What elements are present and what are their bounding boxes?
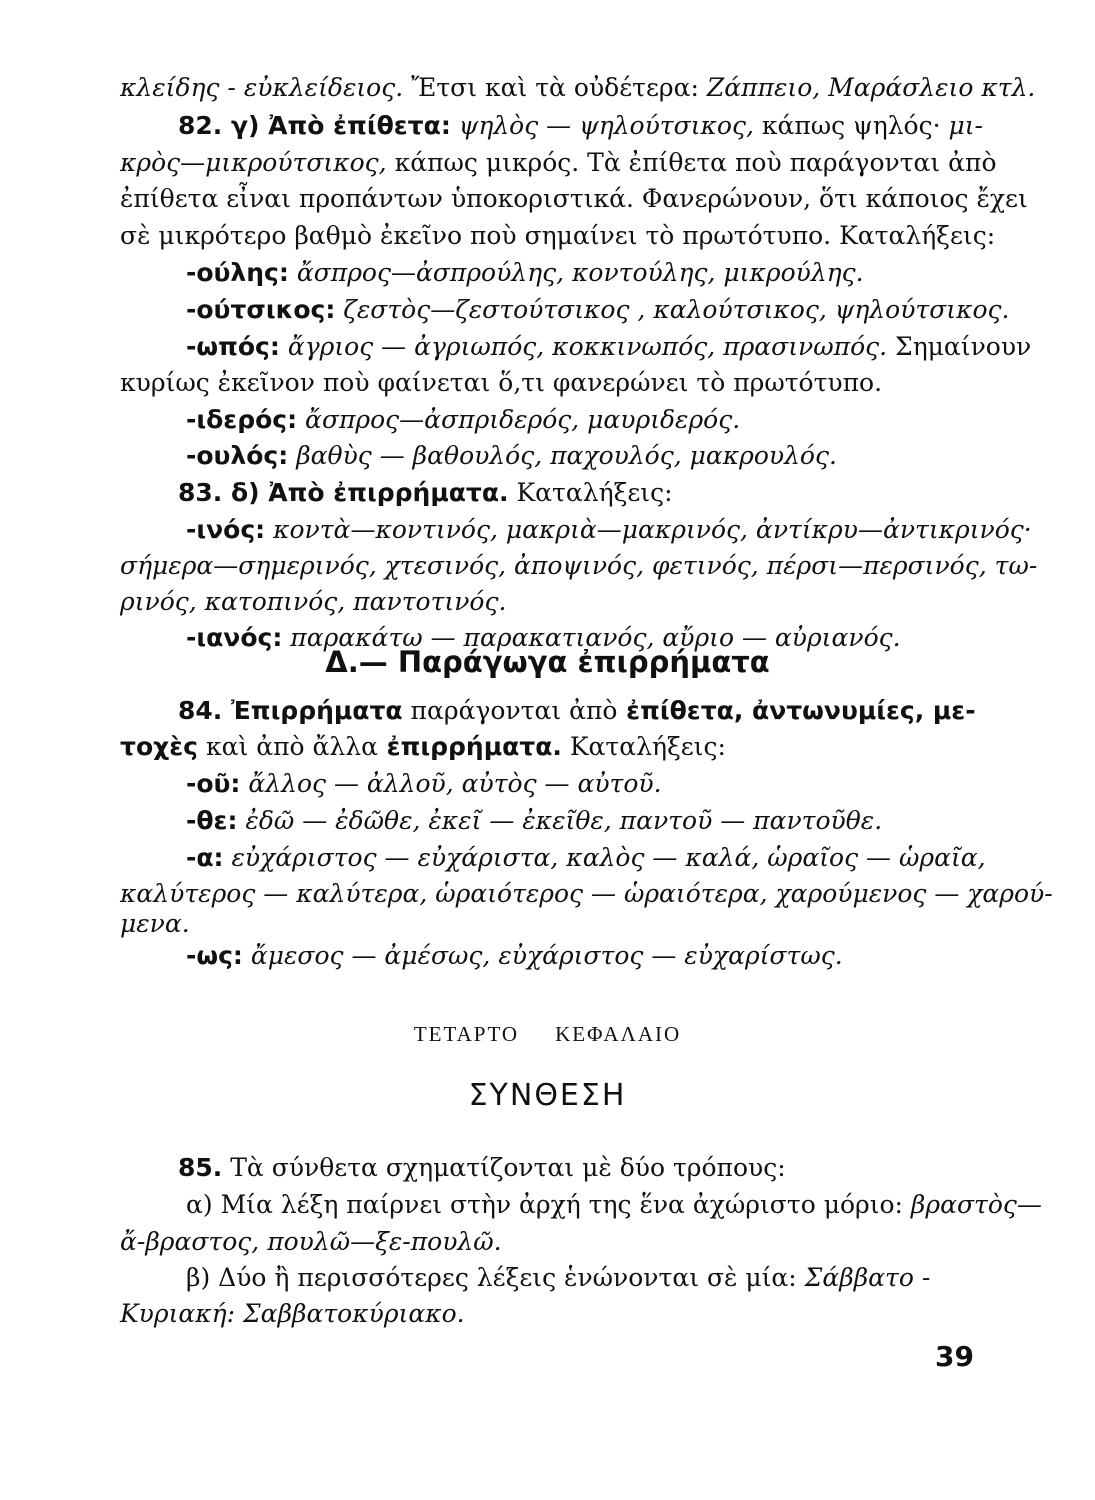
example-text: κοντὰ—κοντινός, μακριὰ—μακρινός, ἀντίκρυ—ἀντικρινός· <box>265 515 1032 544</box>
suffix-label: -ουλός: <box>186 441 289 470</box>
text-line <box>120 1226 980 1258</box>
example-text: ἄλλος — ἀλλοῦ, αὐτὸς — αὐτοῦ. <box>240 769 662 798</box>
text-line <box>120 72 1036 104</box>
section-heading: δ) Ἀπὸ ἐπιρρήματα. <box>222 478 509 507</box>
text-line <box>120 1298 980 1330</box>
section-83-heading <box>178 477 978 509</box>
example-text: μενα. <box>120 909 190 938</box>
example-text: κρὸς—μικρούτσικος, <box>120 148 387 177</box>
suffix-label: -ούλης: <box>186 258 289 287</box>
body-text: Καταλήξεις: <box>508 478 673 507</box>
suffix-label: -θε: <box>186 806 238 835</box>
section-84-heading <box>178 695 978 727</box>
body-text: παράγονται ἀπὸ <box>402 696 618 725</box>
body-text: α) Μία λέξη παίρνει στὴν ἀρχή της ἕνα ἀχώριστο μόριο: <box>186 1190 903 1219</box>
example-text: ἄ-βραστος, πουλῶ—ξε-πουλῶ. <box>120 1227 502 1256</box>
example-text: ἄσπρος—ἀσπριδερός, μαυριδερός. <box>297 405 741 434</box>
suffix-entry <box>186 294 1010 326</box>
example-text: ψηλὸς — ψηλούτσικος, <box>450 111 754 140</box>
body-text: Ἔτσι καὶ τὰ οὐδέτερα: <box>403 73 707 102</box>
body-text: κάπως ψηλός· <box>753 111 941 140</box>
suffix-label: -οῦ: <box>186 769 241 798</box>
body-text: ἐπίθετα εἶναι προπάντων ὑποκοριστικά. Φανερώνουν, ὅτι κάποιος ἔχει <box>120 184 1028 213</box>
example-text: βραστὸς— <box>902 1190 1042 1219</box>
example-text: μι- <box>940 111 984 140</box>
text-line <box>186 1189 1042 1221</box>
example-text: ἄγριος — ἀγριωπός, κοκκινωπός, πρασινωπός. <box>279 332 888 361</box>
chapter-word: ΚΕΦΑΛΑΙΟ <box>555 1022 682 1046</box>
example-text: ἄσπρος—ἀσπρούλης, κοντούλης, μικρούλης. <box>288 258 864 287</box>
section-number: 83. <box>178 478 223 507</box>
suffix-entry <box>186 514 1032 546</box>
example-text: Ζάππειο, Μαράσλειο κτλ. <box>706 73 1036 102</box>
suffix-entry <box>186 940 976 972</box>
suffix-entry <box>186 842 986 874</box>
suffix-entry <box>186 331 1032 363</box>
example-text: Κυριακή: <box>120 1299 236 1328</box>
example-text: ζεστὸς—ζεστούτσικος , καλούτσικος, ψηλούτσικος. <box>335 295 1010 324</box>
term-bold: ἐπίθετα, ἀντωνυμίες, με- <box>617 696 976 725</box>
suffix-label: -ινός: <box>186 515 266 544</box>
section-heading: γ) Ἀπὸ ἐπίθετα: <box>222 111 451 140</box>
body-text: καὶ ἀπὸ ἄλλα <box>198 732 378 761</box>
suffix-label: -ούτσικος: <box>186 295 336 324</box>
body-text: Τὰ σύνθετα σχηματίζονται μὲ δύο τρόπους: <box>222 1153 786 1182</box>
suffix-entry <box>186 768 976 800</box>
text-line <box>120 550 1038 582</box>
term-bold: τοχὲς <box>120 732 198 761</box>
page-number: 39 <box>935 1340 974 1373</box>
example-text: ἐδῶ — ἐδῶθε, ἐκεῖ — ἐκεῖθε, παντοῦ — παντοῦθε. <box>237 806 883 835</box>
example-text: Σαββατοκύριακο. <box>235 1299 465 1328</box>
text-line <box>120 908 980 940</box>
example-text: βαθὺς — βαθουλός, παχουλός, μακρουλός. <box>288 441 837 470</box>
example-text: σήμερα—σημερινός, χτεσινός, ἀποψινός, φετινός, πέρσι—περσινός, τω- <box>120 551 1038 580</box>
chapter-title: ΣΥΝΘΕΣΗ <box>468 1078 627 1113</box>
suffix-label: -ως: <box>186 941 243 970</box>
suffix-entry <box>186 805 976 837</box>
example-text: ρινός, κατοπινός, παντοτινός. <box>120 587 507 616</box>
example-text: κλείδης - εὐκλείδειος. <box>120 73 404 102</box>
section-number: 85. <box>178 1153 223 1182</box>
example-text: παρακάτω — παρακατιανός, αὔριο — αὐριανός. <box>282 623 901 652</box>
suffix-label: -ιδερός: <box>186 405 298 434</box>
suffix-entry <box>186 404 976 436</box>
section-number: 82. <box>178 111 223 140</box>
body-text: Καταλήξεις: <box>561 732 726 761</box>
example-text: καλύτερος — καλύτερα, ὡραιότερος — ὡραιότερα, χαρούμενος — χαρού- <box>120 879 1053 908</box>
text-line <box>120 731 980 763</box>
body-text: κυρίως ἐκεῖνον ποὺ φαίνεται ὅ,τι φανερώνει τὸ πρωτότυπο. <box>120 368 883 397</box>
chapter-word: ΤΕΤΑΡΤΟ <box>413 1022 520 1046</box>
body-text: κάπως μικρός. Τὰ ἐπίθετα ποὺ παράγονται ἀπὸ <box>386 148 997 177</box>
text-line <box>120 878 1053 910</box>
text-line <box>186 1262 976 1294</box>
suffix-label: -α: <box>186 843 224 872</box>
text-line <box>120 586 980 618</box>
section-title: Δ.— Παράγωγα ἐπιρρήματα <box>325 645 770 679</box>
section-82-heading <box>178 110 984 142</box>
section-85-heading <box>178 1152 978 1184</box>
chapter-heading <box>0 1022 1095 1047</box>
text-line <box>120 220 996 252</box>
text-line <box>120 183 1028 215</box>
body-text: β) Δύο ἢ περισσότερες λέξεις ἑνώνονται σὲ μία: <box>186 1263 797 1292</box>
term-bold: Ἐπιρρήματα <box>222 696 403 725</box>
example-text: ἄμεσος — ἀμέσως, εὐχάριστος — εὐχαρίστως. <box>242 941 843 970</box>
text-line <box>120 367 980 399</box>
suffix-entry <box>186 257 976 289</box>
body-text: σὲ μικρότερο βαθμὸ ἐκεῖνο ποὺ σημαίνει τὸ πρωτότυπο. Καταλήξεις: <box>120 221 996 250</box>
example-text: Σάββατο - <box>796 1263 931 1292</box>
suffix-label: -ωπός: <box>186 332 280 361</box>
suffix-entry <box>186 440 976 472</box>
term-bold: ἐπιρρήματα. <box>377 732 562 761</box>
body-text: Σημαίνουν <box>887 332 1032 361</box>
suffix-label: -ιανός: <box>186 623 283 652</box>
section-number: 84. <box>178 696 223 725</box>
example-text: εὐχάριστος — εὐχάριστα, καλὸς — καλά, ὡραῖος — ὡραῖα, <box>223 843 986 872</box>
text-line <box>120 147 997 179</box>
